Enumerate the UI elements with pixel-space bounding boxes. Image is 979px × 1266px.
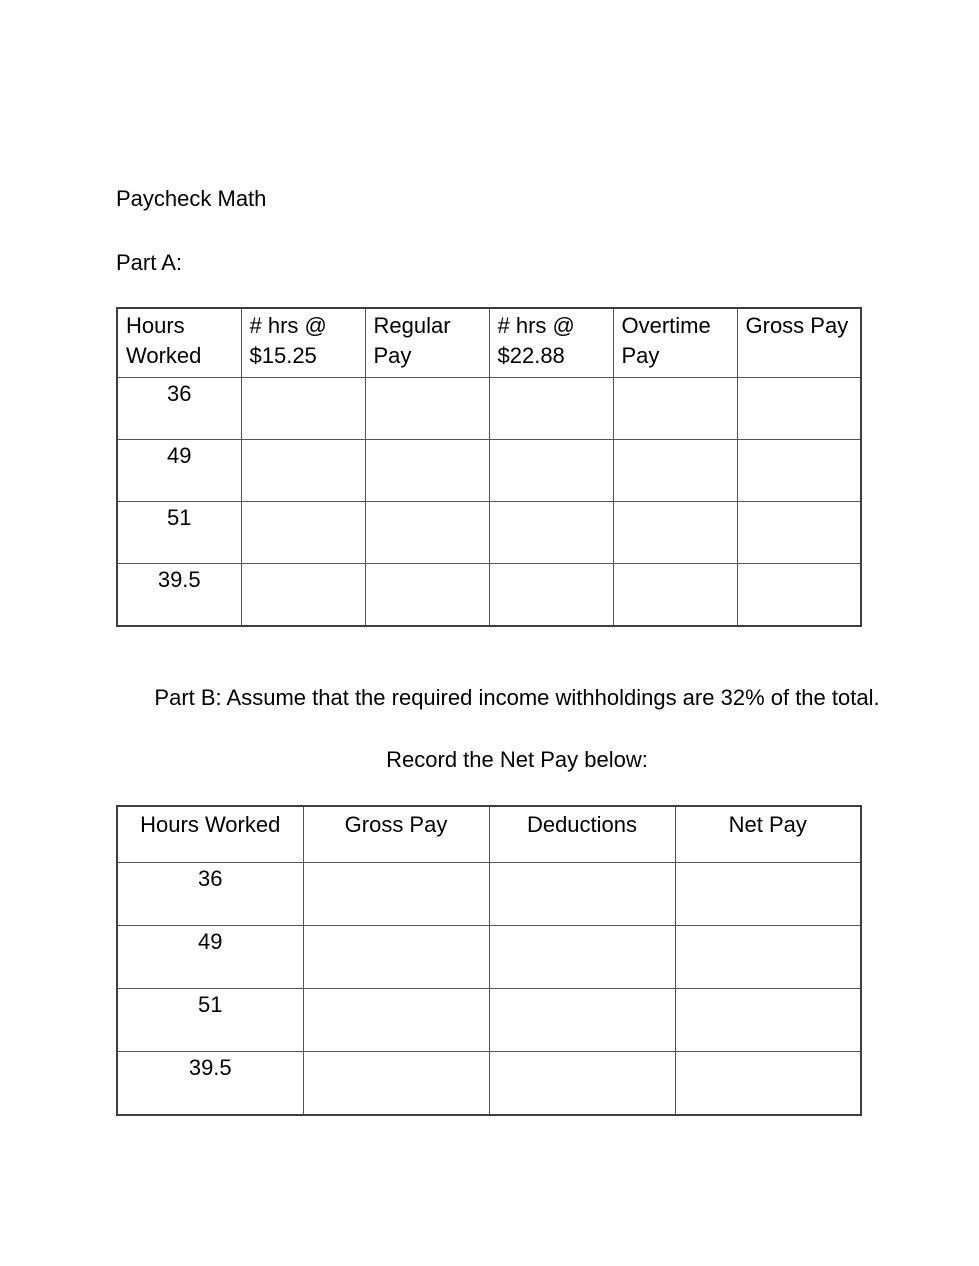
table-a-answer-blank-cell[interactable]	[613, 440, 737, 502]
part-b-table	[116, 805, 862, 1116]
table-b-value-cell: 51	[117, 989, 303, 1052]
table-a-answer-blank-cell[interactable]	[241, 502, 365, 564]
table-a-answer-blank-cell[interactable]	[613, 502, 737, 564]
table-a-answer-blank-cell[interactable]	[489, 502, 613, 564]
table-a-answer-blank-cell[interactable]	[365, 378, 489, 440]
table-a-row	[117, 440, 861, 502]
table-a-header-row	[117, 308, 861, 378]
table-a-answer-blank-cell[interactable]	[365, 502, 489, 564]
table-a-answer-blank-cell[interactable]	[241, 440, 365, 502]
table-b-header-cell: Gross Pay	[303, 806, 489, 863]
record-net-pay-instruction: Record the Net Pay below:	[386, 747, 648, 772]
table-a-header-cell: # hrs @ $22.88	[489, 308, 613, 378]
part-a-label: Part A:	[116, 250, 183, 275]
table-b-row	[117, 926, 861, 989]
table-a-value-cell: 39.5	[117, 564, 241, 627]
table-b-answer-blank-cell[interactable]	[675, 926, 861, 989]
table-a-answer-blank-cell[interactable]	[737, 502, 861, 564]
table-b-answer-blank-cell[interactable]	[675, 863, 861, 926]
table-a-answer-blank-cell[interactable]	[613, 564, 737, 627]
table-a-row	[117, 502, 861, 564]
part-a-table	[116, 307, 862, 627]
table-b-value-cell: 36	[117, 863, 303, 926]
table-b-value-cell: 49	[117, 926, 303, 989]
table-a-row	[117, 564, 861, 627]
table-a-answer-blank-cell[interactable]	[737, 378, 861, 440]
table-a-header-cell: # hrs @ $15.25	[241, 308, 365, 378]
table-b-answer-blank-cell[interactable]	[303, 1052, 489, 1116]
table-b-row	[117, 863, 861, 926]
table-a-header-cell: Hours Worked	[117, 308, 241, 378]
table-a-answer-blank-cell[interactable]	[613, 378, 737, 440]
table-b-answer-blank-cell[interactable]	[303, 989, 489, 1052]
table-b-value-cell: 39.5	[117, 1052, 303, 1116]
table-a-answer-blank-cell[interactable]	[241, 378, 365, 440]
table-a-header-cell: Overtime Pay	[613, 308, 737, 378]
table-b-answer-blank-cell[interactable]	[489, 863, 675, 926]
table-a-header-cell: Regular Pay	[365, 308, 489, 378]
table-b-header-cell: Deductions	[489, 806, 675, 863]
table-b-header-row	[117, 806, 861, 863]
table-a-answer-blank-cell[interactable]	[489, 378, 613, 440]
table-a-answer-blank-cell[interactable]	[737, 440, 861, 502]
table-a-answer-blank-cell[interactable]	[241, 564, 365, 627]
table-a-answer-blank-cell[interactable]	[489, 564, 613, 627]
table-a-value-cell: 51	[117, 502, 241, 564]
table-b-answer-blank-cell[interactable]	[303, 863, 489, 926]
table-a-answer-blank-cell[interactable]	[737, 564, 861, 627]
page-title: Paycheck Math	[116, 186, 267, 211]
table-b-row	[117, 989, 861, 1052]
table-b-answer-blank-cell[interactable]	[489, 989, 675, 1052]
table-b-header-cell: Hours Worked	[117, 806, 303, 863]
table-a-answer-blank-cell[interactable]	[365, 564, 489, 627]
table-a-row	[117, 378, 861, 440]
table-a-answer-blank-cell[interactable]	[489, 440, 613, 502]
table-b-answer-blank-cell[interactable]	[303, 926, 489, 989]
table-a-header-cell: Gross Pay	[737, 308, 861, 378]
table-b-row	[117, 1052, 861, 1116]
table-a-value-cell: 36	[117, 378, 241, 440]
table-a-value-cell: 49	[117, 440, 241, 502]
table-a-answer-blank-cell[interactable]	[365, 440, 489, 502]
table-b-answer-blank-cell[interactable]	[675, 1052, 861, 1116]
table-b-header-cell: Net Pay	[675, 806, 861, 863]
table-b-answer-blank-cell[interactable]	[675, 989, 861, 1052]
table-b-answer-blank-cell[interactable]	[489, 926, 675, 989]
part-b-instruction: Part B: Assume that the required income withholdings are 32% of the total.	[154, 685, 880, 710]
table-b-answer-blank-cell[interactable]	[489, 1052, 675, 1116]
